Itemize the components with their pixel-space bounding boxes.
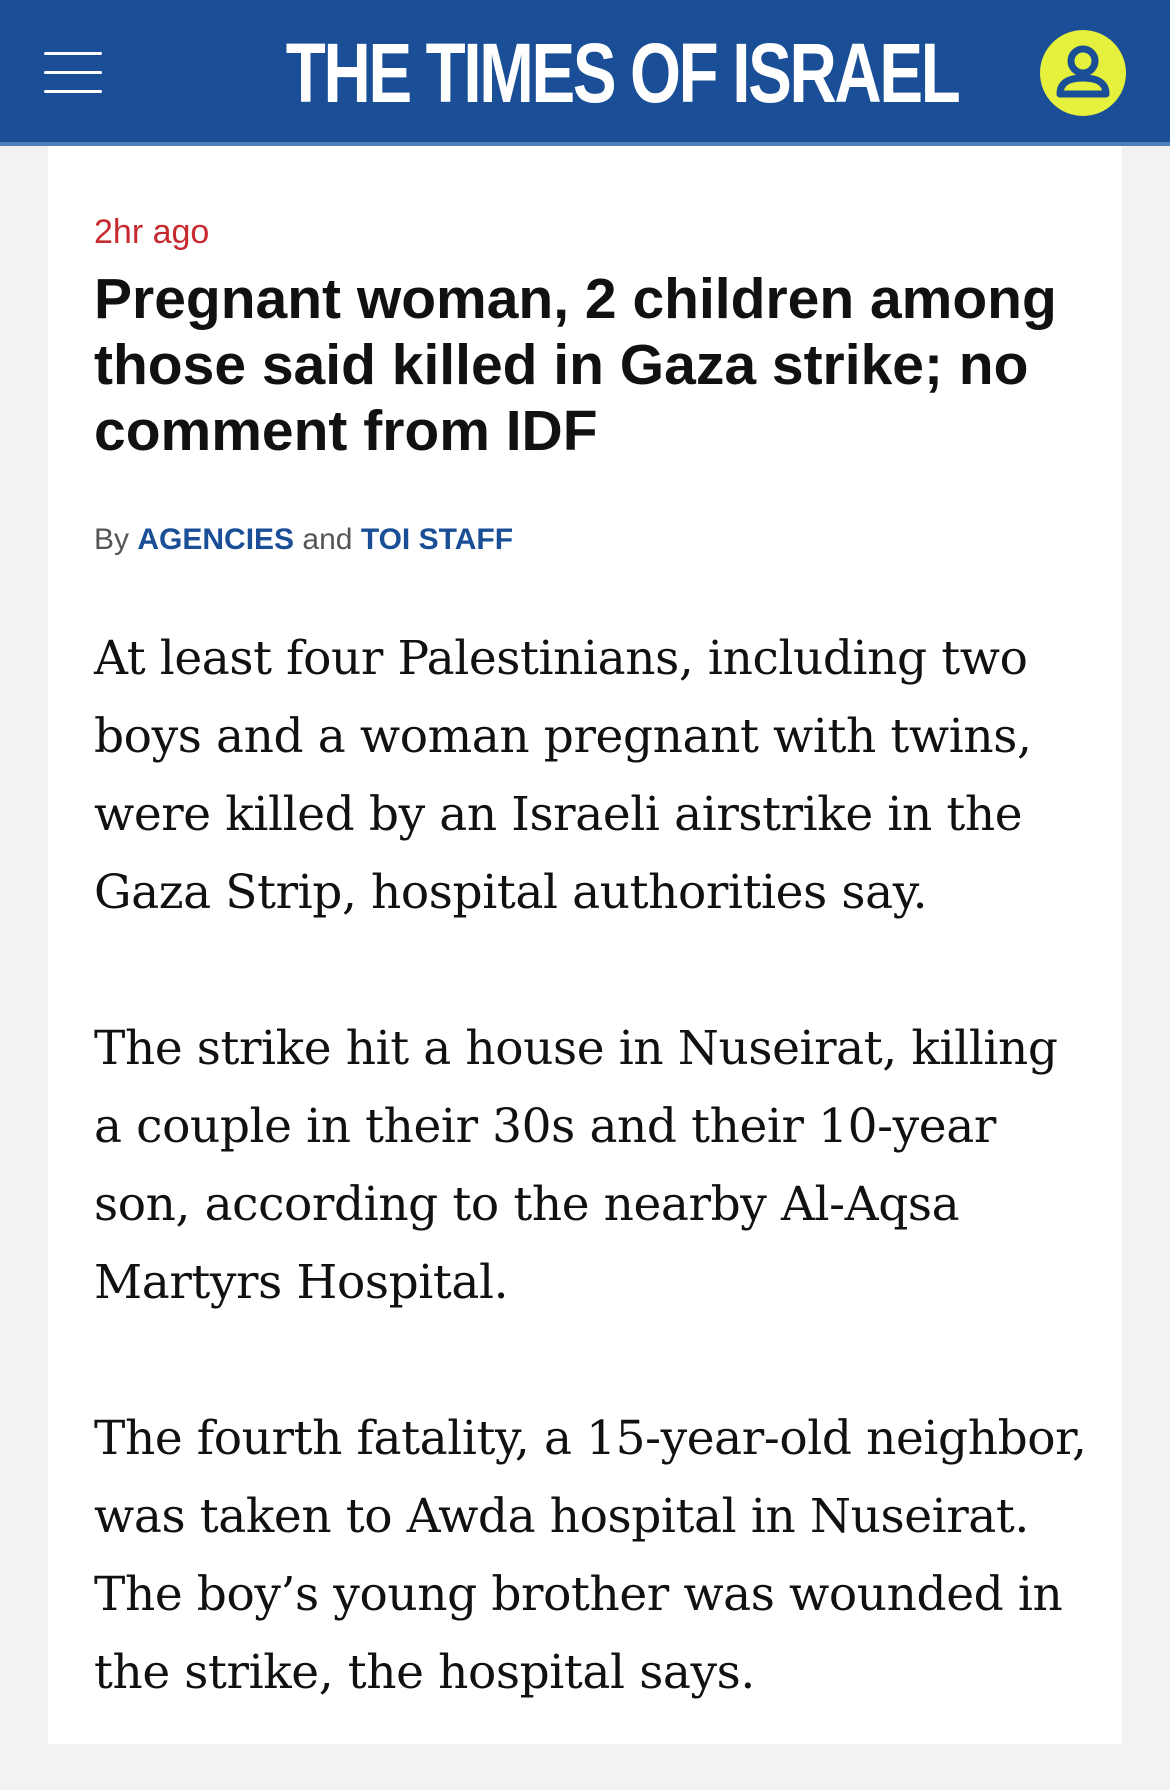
article-paragraph: At least four Palestinians, including two boys and a woman pregnant with twins, were killed by an Israeli airstrike in the Gaza Strip, hospital authorities say.: [94, 631, 1032, 920]
hamburger-menu-icon[interactable]: [44, 50, 102, 96]
article-timestamp: 2hr ago: [94, 213, 210, 251]
article-headline: Pregnant woman, 2 children among those said killed in Gaza strike; no comment from IDF: [94, 267, 1057, 463]
byline-conjunction: and: [302, 523, 353, 556]
article-byline: [94, 522, 513, 558]
site-logo[interactable]: THE TIMES OF ISRAEL: [285, 26, 959, 120]
menu-line: [44, 71, 102, 74]
menu-line: [44, 90, 102, 93]
article-paragraph: The strike hit a house in Nuseirat, killing a couple in their 30s and their 10-year son, according to the nearby Al-Aqsa Martyrs Hospital.: [94, 1021, 1058, 1310]
user-silhouette: [1040, 30, 1126, 116]
menu-line: [44, 52, 102, 55]
article-card: [48, 146, 1122, 1744]
user-account-icon[interactable]: [1040, 30, 1126, 116]
site-header: [0, 0, 1170, 146]
author-link-agencies[interactable]: AGENCIES: [137, 523, 295, 556]
article-body: [94, 620, 1094, 1790]
article-paragraph: The fourth fatality, a 15-year-old neighbor, was taken to Awda hospital in Nuseirat. The boy’s young brother was wounded in the strike, the hospital says.: [94, 1411, 1087, 1700]
byline-prefix: By: [94, 523, 130, 556]
author-link-toi-staff[interactable]: TOI STAFF: [360, 523, 514, 556]
